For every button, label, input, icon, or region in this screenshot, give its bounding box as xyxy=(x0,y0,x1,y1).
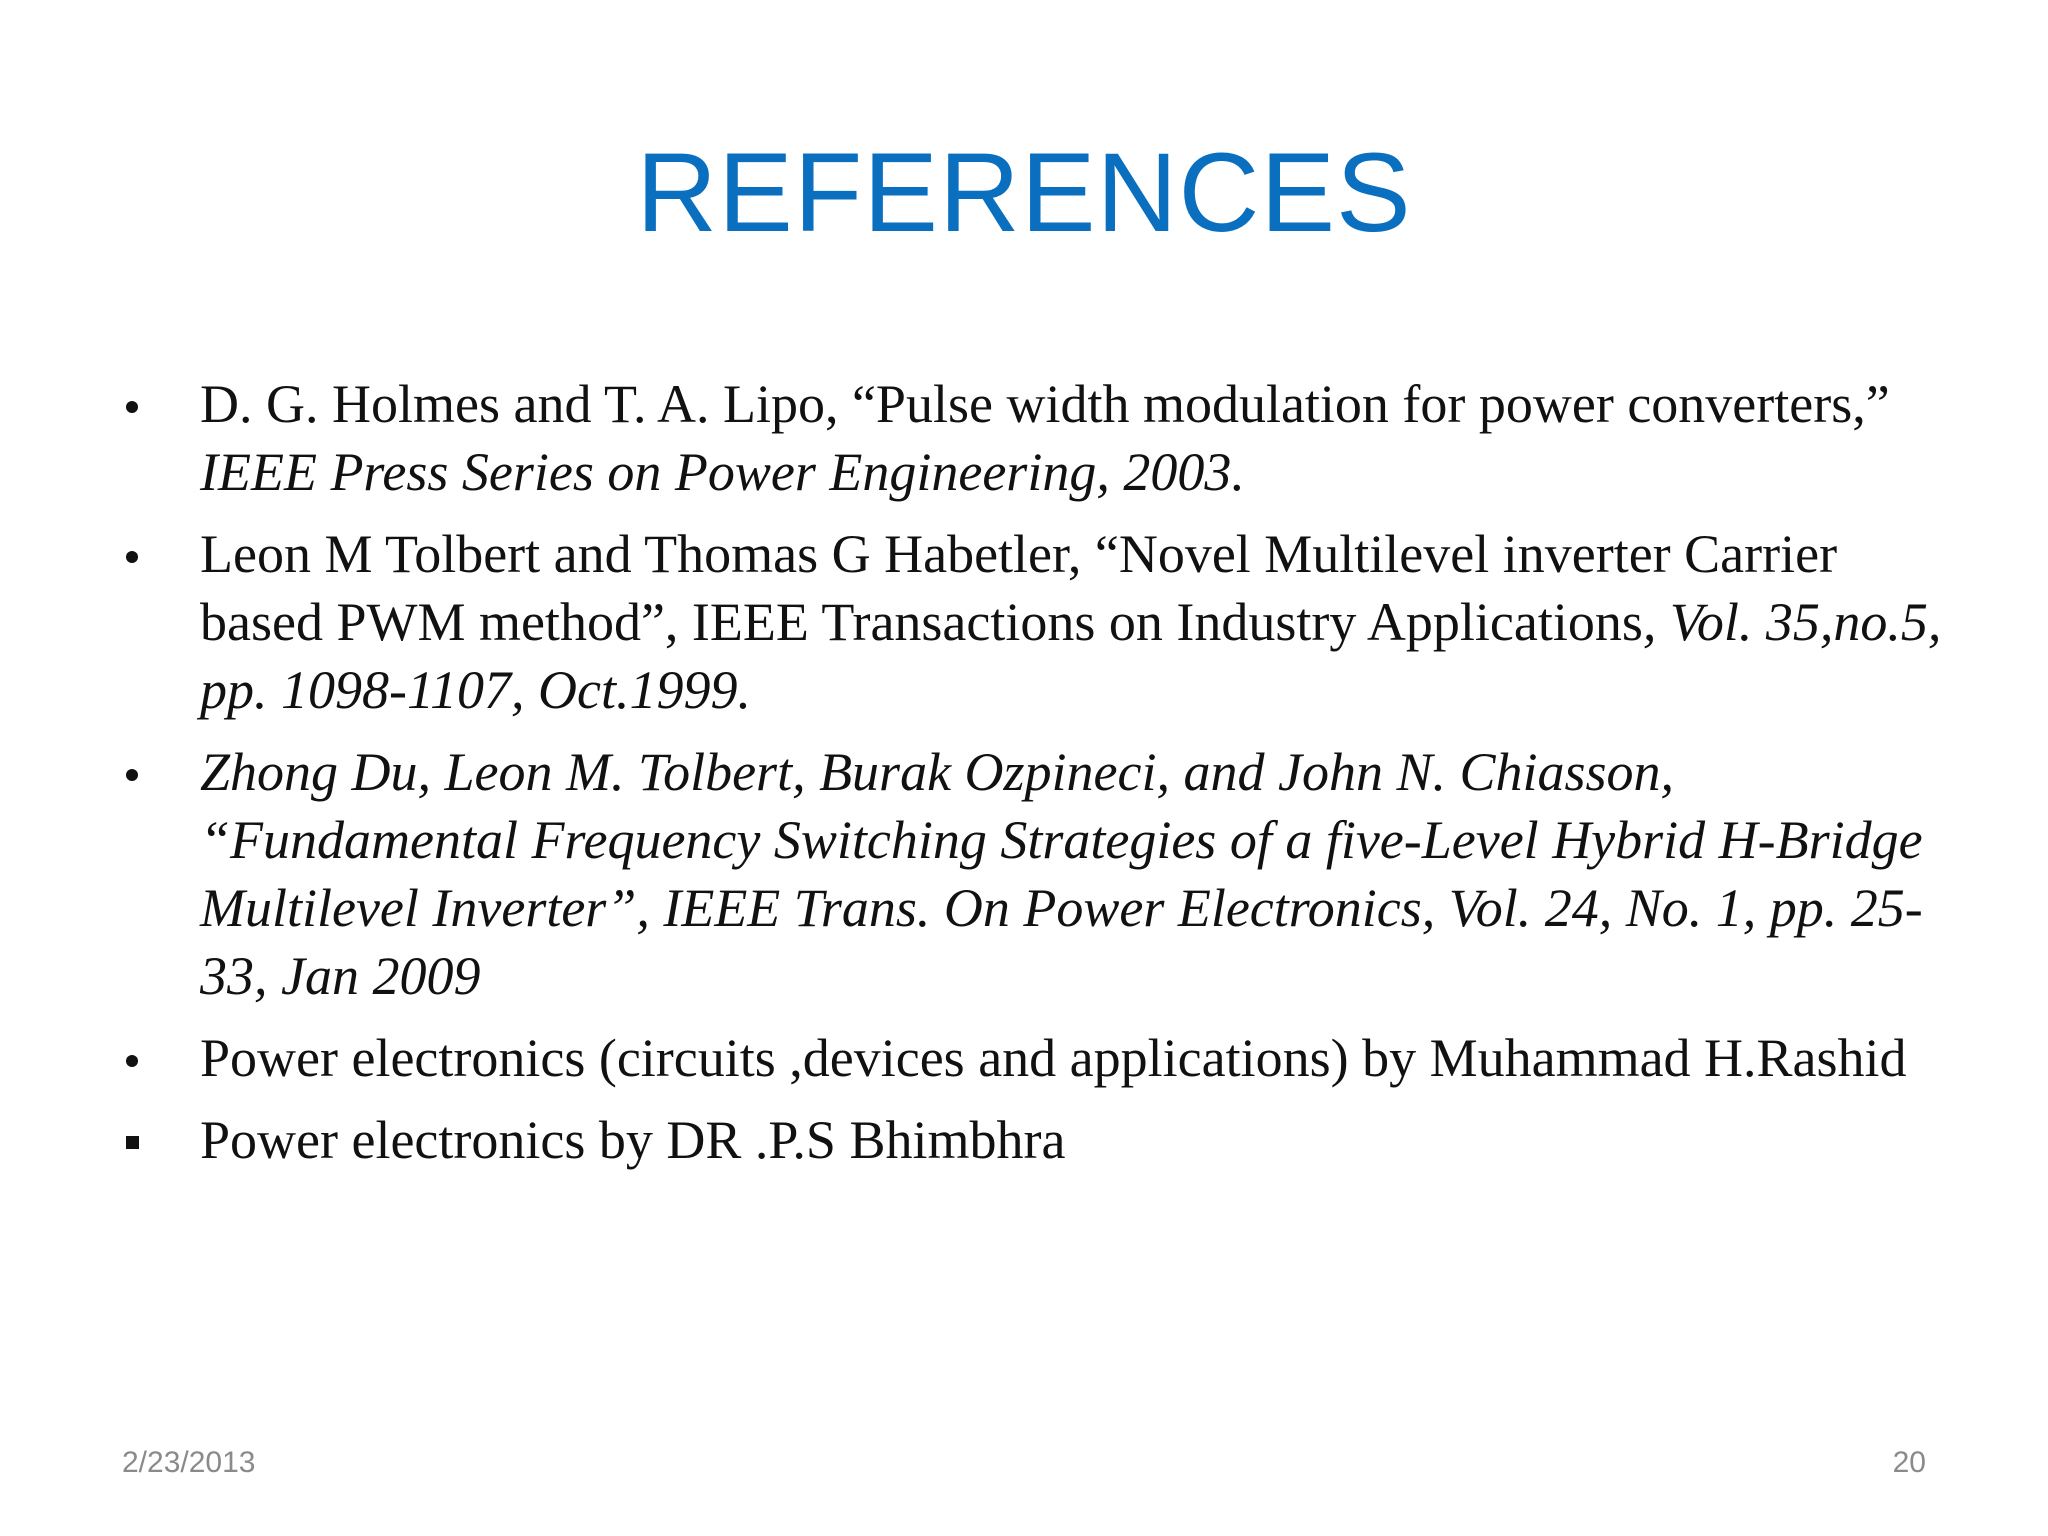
bullet-dot-icon xyxy=(118,370,158,438)
reference-list xyxy=(118,370,1948,1188)
reference-item xyxy=(118,738,1948,1010)
bullet-dot-icon xyxy=(118,738,158,806)
reference-item xyxy=(118,1106,1948,1174)
reference-text: Power electronics (circuits ,devices and applications) by Muhammad H.Rashid xyxy=(200,1028,1907,1088)
slide-title: REFERENCES xyxy=(636,130,1412,255)
footer-date: 2/23/2013 xyxy=(122,1446,256,1479)
bullet-dot-icon xyxy=(118,1024,158,1092)
bullet-dot-icon xyxy=(118,520,158,588)
reference-text-italic: IEEE Press Series on Power Engineering, 2003. xyxy=(200,442,1245,502)
reference-item xyxy=(118,370,1948,506)
reference-text-italic: , Vol. 35,no.5, pp. 1098-1107, Oct.1999. xyxy=(200,592,1942,720)
reference-item xyxy=(118,520,1948,724)
reference-item xyxy=(118,1024,1948,1092)
reference-text-italic: Zhong Du, Leon M. Tolbert, Burak Ozpineci, and John N. Chiasson, “Fundamental Frequency Switching Strategies of a five-Level Hybrid H-Bridge Multilevel Inverter”, IEEE Trans. On Power Electronics, Vol. 24, No. 1, pp. 25- 33, Jan 2009 xyxy=(200,742,1923,1006)
reference-text: D. G. Holmes and T. A. Lipo, “Pulse width modulation for power converters,” xyxy=(200,374,1890,434)
reference-text: Leon M Tolbert and Thomas G Habetler, “Novel Multilevel inverter Carrier based PWM method”, IEEE Transactions on Industry Applications xyxy=(200,524,1838,652)
footer-page-number: 20 xyxy=(1892,1446,1926,1479)
bullet-square-icon xyxy=(118,1106,158,1174)
reference-text: Power electronics by DR .P.S Bhimbhra xyxy=(200,1110,1066,1170)
